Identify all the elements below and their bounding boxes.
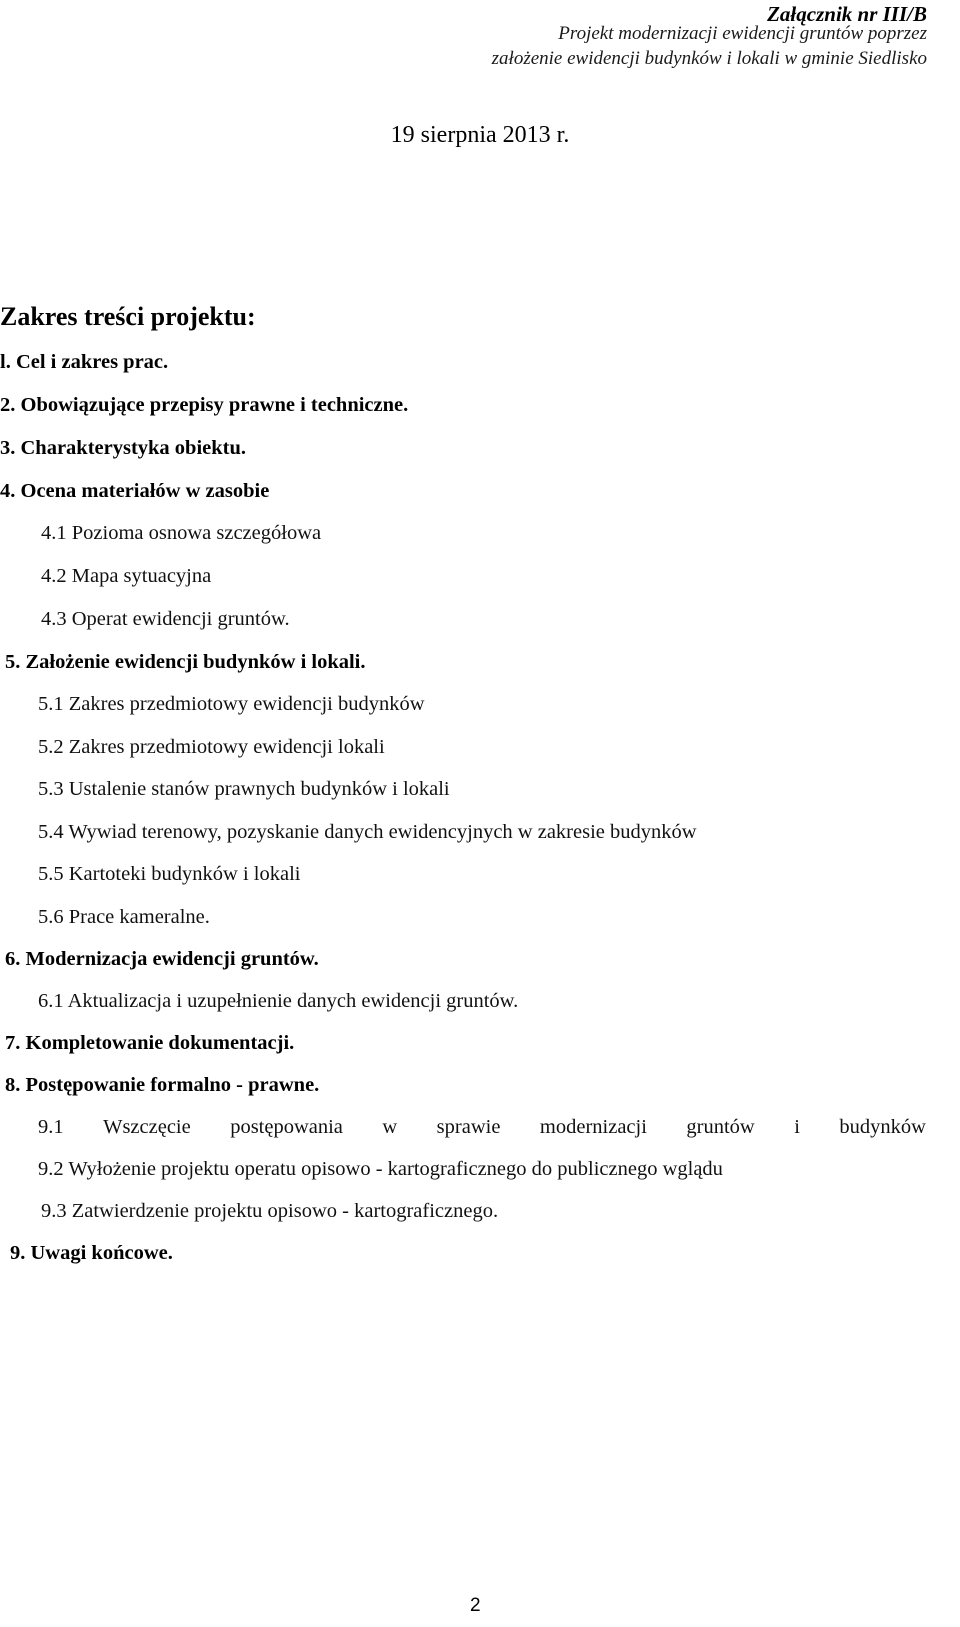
toc-item: 5.5 Kartoteki budynków i lokali: [38, 863, 301, 885]
project-title-line-2: założenie ewidencji budynków i lokali w gminie Siedlisko: [491, 48, 927, 69]
toc-word: budynków: [839, 1116, 926, 1138]
toc-item: 9. Uwagi końcowe.: [10, 1242, 173, 1264]
toc-word: w: [382, 1116, 398, 1138]
toc-word: postępowania: [230, 1116, 343, 1138]
toc-item: 6. Modernizacja ewidencji gruntów.: [5, 948, 319, 970]
toc-item: 5. Założenie ewidencji budynków i lokali.: [5, 651, 366, 673]
toc-item: 8. Postępowanie formalno - prawne.: [5, 1074, 320, 1096]
toc-item: 9.2 Wyłożenie projektu operatu opisowo - kartograficznego do publicznego wglądu: [38, 1158, 723, 1180]
toc-word: modernizacji: [539, 1116, 647, 1138]
page-number: 2: [470, 1595, 481, 1616]
contents-title: Zakres treści projektu:: [0, 302, 256, 331]
toc-item: 5.2 Zakres przedmiotowy ewidencji lokali: [38, 736, 385, 758]
document-date: 19 sierpnia 2013 r.: [390, 122, 570, 148]
toc-item: 5.4 Wywiad terenowy, pozyskanie danych ewidencyjnych w zakresie budynków: [38, 821, 697, 843]
project-title-line-1: Projekt modernizacji ewidencji gruntów poprzez: [558, 23, 927, 44]
toc-item: 5.6 Prace kameralne.: [38, 906, 210, 928]
toc-item: 4.2 Mapa sytuacyjna: [41, 565, 212, 587]
toc-item: l. Cel i zakres prac.: [0, 351, 169, 373]
toc-word: Wszczęcie: [103, 1116, 191, 1138]
toc-item: 4. Ocena materiałów w zasobie: [0, 480, 270, 502]
toc-item: 3. Charakterystyka obiektu.: [0, 437, 247, 459]
toc-word: 9.1: [38, 1116, 64, 1138]
toc-item: 6.1 Aktualizacja i uzupełnienie danych ewidencji gruntów.: [38, 990, 519, 1012]
toc-item: 7. Kompletowanie dokumentacji.: [5, 1032, 295, 1054]
toc-item: 9.3 Zatwierdzenie projektu opisowo - kartograficznego.: [41, 1200, 499, 1222]
toc-item: 5.1 Zakres przedmiotowy ewidencji budynków: [38, 693, 425, 715]
toc-word: sprawie: [436, 1116, 501, 1138]
toc-item: 4.3 Operat ewidencji gruntów.: [41, 608, 290, 630]
toc-item: 5.3 Ustalenie stanów prawnych budynków i lokali: [38, 778, 450, 800]
toc-item: [38, 1116, 926, 1139]
toc-word: i: [794, 1116, 800, 1138]
toc-item: 4.1 Pozioma osnowa szczegółowa: [41, 522, 322, 544]
toc-word: gruntów: [686, 1116, 755, 1138]
toc-item: 2. Obowiązujące przepisy prawne i techniczne.: [0, 394, 409, 416]
annex-label: Załącznik nr III/B: [767, 2, 927, 26]
